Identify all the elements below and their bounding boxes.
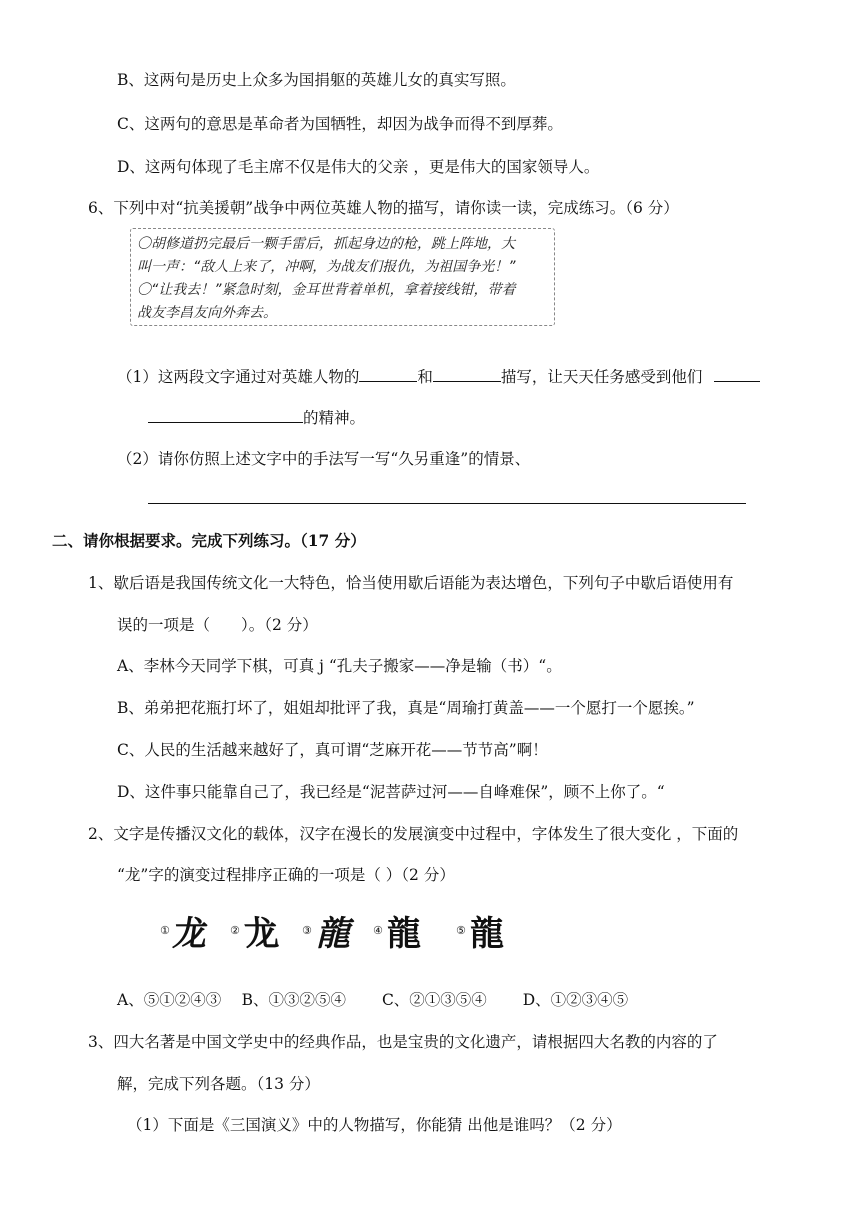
quote-line: 〇“让我去！”紧急时刻，金耳世背着单机，拿着接线钳，带着 [137, 282, 516, 298]
glyph-number: ① [160, 924, 170, 937]
glyph-number: ⑤ [456, 924, 466, 937]
glyph-character: 龙 [242, 914, 281, 954]
q5-option-d: D、这两句体现了毛主席不仅是伟大的父亲 ，更是伟大的国家领导人。 [117, 158, 600, 176]
q5-option-b: B、这两句是历史上众多为国捐躯的英雄儿女的真实写照。 [117, 71, 516, 89]
glyph-character: 龍 [387, 914, 421, 954]
s2-q2-options: A、⑤①②④③ B、①③②⑤④ C、②①③⑤④ D、①②③④⑤ [117, 991, 629, 1009]
s2-q2-line1: 2、文字是传播汉文化的载体，汉字在漫长的发展演变中过程中，字体发生了很大变化 ，下面的 [88, 825, 739, 843]
q6-sub2: （2）请你仿照上述文字中的手法写一写“久另重逢”的情景、 [117, 450, 531, 468]
glyph-character: 龙 [170, 914, 211, 954]
quote-line: 〇胡修道扔完最后一颗手雷后，抓起身边的枪，跳上阵地，大 [137, 236, 515, 252]
glyph-number: ② [230, 924, 240, 937]
q6-quote-box [130, 228, 555, 326]
s2-q1-option-b: B、弟弟把花瓶打坏了，姐姐却批评了我，真是“周瑜打黄盖——一个愿打一个愿挨。” [117, 699, 695, 717]
glyph-character: 龍 [470, 914, 504, 954]
answer-line[interactable] [148, 503, 746, 504]
s2-q2-line2: “龙”字的演变过程排序正确的一项是（ ）（2 分） [117, 866, 455, 884]
answer-blank[interactable] [148, 406, 303, 423]
s2-q1-option-c: C、人民的生活越来越好了，真可谓“芝麻开花——节节高”啊！ [117, 741, 548, 759]
glyph-character: 龍 [316, 914, 350, 954]
s2-q3-line1: 3、四大名著是中国文学史中的经典作品，也是宝贵的文化遗产，请根据四大名教的内容的了 [88, 1033, 718, 1051]
s2-q1-line2: 误的一项是（ ）。（2 分） [117, 616, 318, 634]
quote-line: 战友李昌友向外奔去。 [137, 305, 277, 321]
q6-sub1-text-d: 的精神。 [303, 409, 366, 427]
q5-option-c: C、这两句的意思是革命者为国牺牲，却因为战争而得不到厚葬。 [117, 115, 563, 133]
answer-blank[interactable] [714, 365, 760, 382]
s2-q1-option-a: A、李林今天同学下棋，可真 j “孔夫子搬家——净是输（书）“。 [117, 657, 562, 675]
section-2-heading: 二、请你根据要求。完成下列练习。（17 分） [52, 531, 366, 550]
s2-q3-line2: 解，完成下列各题。（13 分） [117, 1075, 320, 1093]
q6-sub1-text-a: （1）这两段文字通过对英雄人物的 [117, 368, 360, 386]
q6-sub1 [117, 365, 760, 387]
quote-line: 叫一声：“敌人上来了，冲啊，为战友们报仇，为祖国争光！” [137, 259, 516, 275]
answer-blank[interactable] [433, 365, 501, 382]
s2-q1-line1: 1、歇后语是我国传统文化一大特色，恰当使用歇后语能为表达增色，下列句子中歇后语使用有 [88, 574, 734, 592]
q6-sub1-text-c: 描写，让天天任务感受到他们 [500, 368, 703, 386]
glyph-number: ④ [373, 924, 383, 937]
q6-sub1-text-b: 和 [417, 368, 433, 386]
s2-q3-sub1: （1）下面是《三国演义》中的人物描写，你能猜 出他是谁吗？（2 分） [127, 1116, 622, 1134]
q6-stem: 6、下列中对“抗美援朝”战争中两位英雄人物的描写，请你读一读，完成练习。（6 分） [88, 199, 679, 217]
q6-sub1-cont [148, 406, 365, 428]
s2-q1-option-d: D、这件事只能靠自己了，我已经是“泥菩萨过河——自峰难保”，顾不上你了。“ [117, 783, 665, 801]
glyph-number: ③ [302, 924, 312, 937]
answer-blank[interactable] [359, 365, 417, 382]
